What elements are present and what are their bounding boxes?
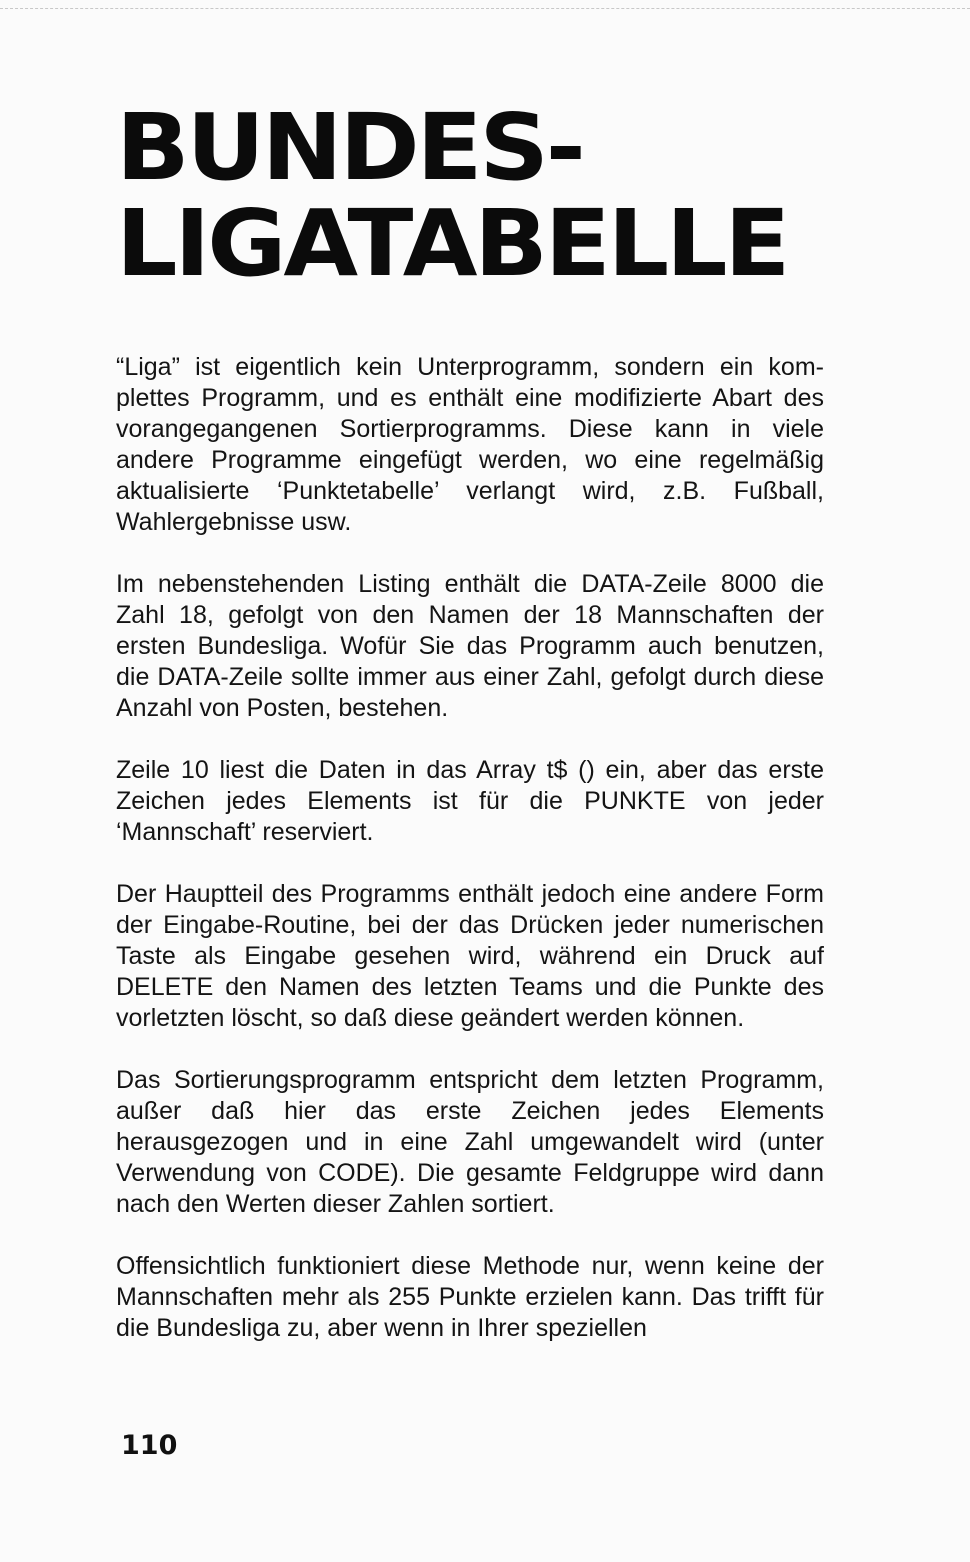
body-text	[116, 352, 824, 1375]
paragraph-limitation: Offensichtlich funktioniert diese Methode nur, wenn keine der Mannschaften mehr als 255 Punkte erzielen kann. Das trifft für die Bundesliga zu, aber wenn in Ihrer speziellen	[116, 1252, 824, 1342]
paragraph-data-line: Im nebenstehenden Listing enthält die DATA-Zeile 8000 die Zahl 18, gefolgt von den Namen der 18 Mannschaften der ersten Bundesliga. Wofür Sie das Programm auch benutzen, die DATA-Zeile sollte immer aus einer Zahl, gefolgt durch diese Anzahl von Posten, bestehen.	[116, 570, 824, 722]
title-line-1: BUNDES-	[116, 94, 583, 201]
page-edge-line	[0, 8, 970, 9]
paragraph-intro: “Liga” ist eigentlich kein Unterprogramm, sondern ein komplettes Programm, und es enthält eine modifizierte Abart des vorangegangenen Sortierprogramms. Diese kann in viele andere Programme eingefügt werden, wo eine regelmäßig aktualisierte ‘Punktetabelle’ verlangt wird, z.B. Fußball, Wahlergebnisse usw.	[116, 353, 824, 536]
title-line-2: LIGATABELLE	[116, 190, 788, 297]
paragraph-array: Zeile 10 liest die Daten in das Array t$ () ein, aber das erste Zeichen jedes Elements ist für die PUNKTE von jeder ‘Mannschaft’ reserviert.	[116, 756, 824, 846]
chapter-title	[116, 94, 788, 297]
page-number: 110	[121, 1430, 178, 1461]
paragraph-sorting: Das Sortierungsprogramm entspricht dem letzten Programm, außer daß hier das erste Zeichen jedes Elements herausgezogen und in eine Zahl umgewandelt wird (unter Verwendung von CODE). Die gesamte Feldgruppe wird dann nach den Werten dieser Zahlen sortiert.	[116, 1066, 824, 1218]
paragraph-main-part: Der Hauptteil des Programms enthält jedoch eine andere Form der Eingabe-Routine, bei der das Drücken jeder numerischen Taste als Eingabe gesehen wird, während ein Druck auf DELETE den Namen des letzten Teams und die Punkte des vorletzten löscht, so daß diese geändert werden können.	[116, 880, 824, 1032]
